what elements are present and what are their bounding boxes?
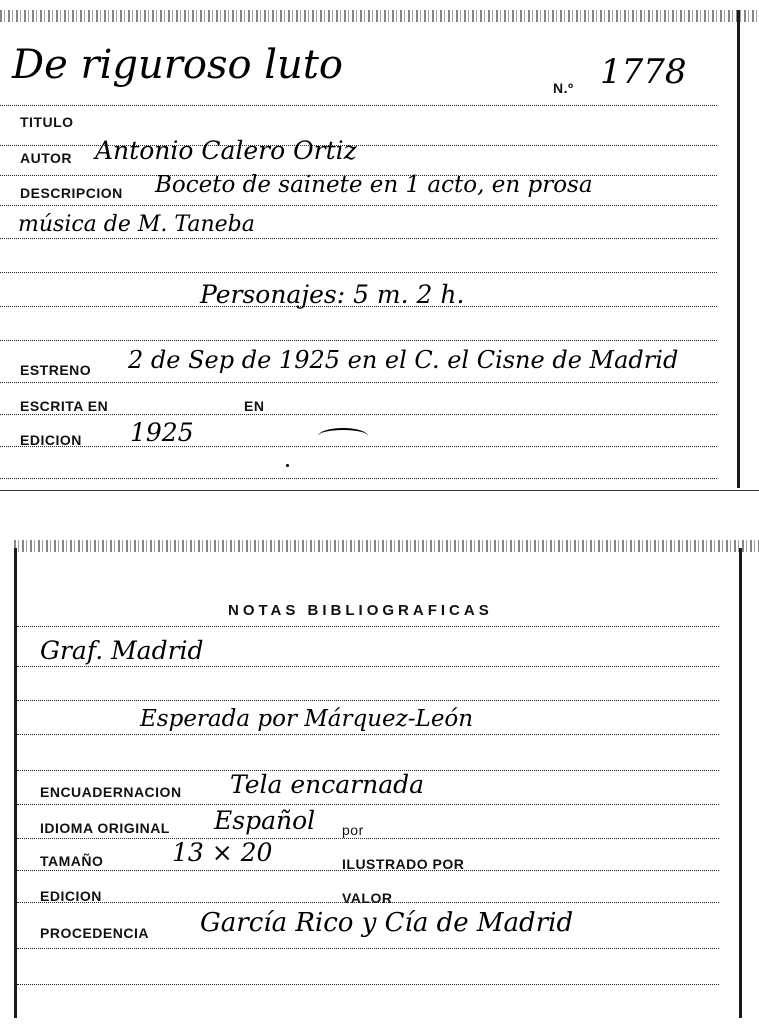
estreno-value: 2 de Sep de 1925 en el C. el Cisne de Madrid xyxy=(128,346,679,374)
tamano-value: 13 × 20 xyxy=(172,838,273,867)
number-label: N.º xyxy=(553,80,574,96)
nota-line2: Esperada por Márquez-León xyxy=(140,706,474,732)
en-label: EN xyxy=(244,398,265,414)
ruled-line xyxy=(0,205,717,206)
nota-line1: Graf. Madrid xyxy=(40,636,204,665)
encuadernacion-value: Tela encarnada xyxy=(230,770,425,799)
ilustrado-label: ILUSTRADO POR xyxy=(342,856,465,872)
descripcion-label: DESCRIPCION xyxy=(20,185,123,201)
pen-stroke xyxy=(318,428,368,444)
ruled-line xyxy=(0,414,717,415)
valor-label: VALOR xyxy=(342,890,393,906)
card-separator-line xyxy=(0,490,759,491)
edicion-label: EDICION xyxy=(20,432,82,448)
encuadernacion-label: ENCUADERNACION xyxy=(40,784,182,800)
ruled-line xyxy=(0,272,717,273)
ruled-line xyxy=(0,382,717,383)
idioma-label: IDIOMA ORIGINAL xyxy=(40,820,170,836)
notas-heading: NOTAS BIBLIOGRAFICAS xyxy=(228,602,493,619)
ruled-line xyxy=(17,948,719,949)
autor-value: Antonio Calero Ortiz xyxy=(95,136,357,165)
ruled-line xyxy=(17,984,719,985)
procedencia-label: PROCEDENCIA xyxy=(40,925,149,941)
ruled-line xyxy=(0,478,717,479)
estreno-label: ESTRENO xyxy=(20,362,92,378)
ruled-line xyxy=(0,238,717,239)
ruled-line xyxy=(17,804,719,805)
edicion-bottom-label: EDICION xyxy=(40,888,102,904)
titulo-label: TITULO xyxy=(20,114,74,130)
ruled-line xyxy=(17,838,719,839)
title-value: De riguroso luto xyxy=(12,42,343,88)
idioma-value: Español xyxy=(214,806,316,835)
number-value: 1778 xyxy=(600,52,687,92)
por-label: por xyxy=(342,822,364,838)
ruled-line xyxy=(17,626,719,627)
edicion-value: 1925 xyxy=(130,418,194,447)
descripcion-line1: Boceto de sainete en 1 acto, en prosa xyxy=(155,172,593,198)
autor-label: AUTOR xyxy=(20,150,73,166)
ruled-line xyxy=(17,700,719,701)
ruled-line xyxy=(17,666,719,667)
ruled-line xyxy=(0,446,717,447)
tamano-label: TAMAÑO xyxy=(40,853,104,869)
procedencia-value: García Rico y Cía de Madrid xyxy=(200,908,574,938)
ruled-line xyxy=(17,734,719,735)
ink-dot xyxy=(286,464,289,467)
personajes-note: Personajes: 5 m. 2 h. xyxy=(200,280,465,309)
ruled-line xyxy=(0,340,717,341)
ruled-line xyxy=(0,105,717,106)
descripcion-line2: música de M. Taneba xyxy=(18,212,255,237)
escrita-label: ESCRITA EN xyxy=(20,398,109,414)
